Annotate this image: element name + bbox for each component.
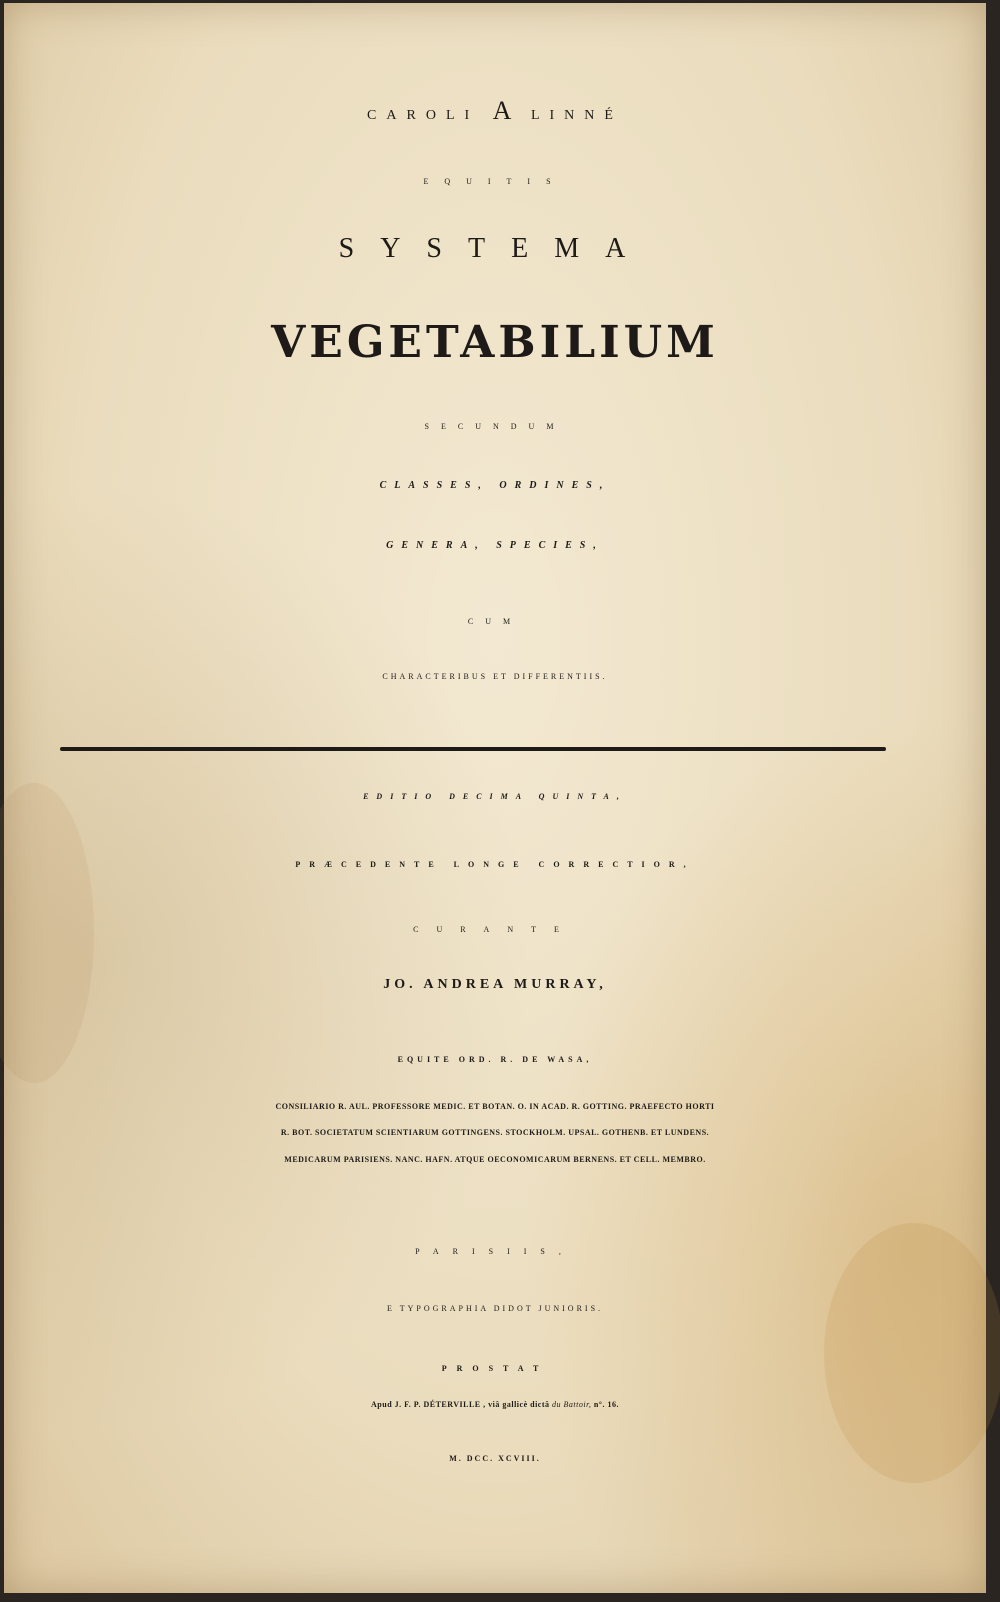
characteribus-line: CHARACTERIBUS ET DIFFERENTIIS.: [382, 672, 608, 681]
genera-line: GENERA, SPECIES,: [386, 540, 604, 551]
seller-street: du Battoir,: [552, 1400, 592, 1409]
editor-credentials-2: R. BOT. SOCIETATUM SCIENTIARUM GOTTINGENS. STOCKHOLM. UPSAL. GOTHENB. ET LUNDENS.: [280, 1128, 710, 1137]
title-systema: SYSTEMA: [338, 233, 652, 264]
imprint-printer: E TYPOGRAPHIA DIDOT JUNIORIS.: [386, 1304, 604, 1313]
title-page: [4, 3, 986, 1593]
editor-order: EQUITE ORD. R. DE WASA,: [397, 1055, 593, 1064]
equitis-line: EQUITIS: [423, 177, 567, 186]
imprint-place: PARISIIS,: [415, 1247, 575, 1256]
classes-line: CLASSES, ORDINES,: [379, 480, 611, 491]
seller-number: n°. 16.: [593, 1400, 619, 1409]
author-last: LINNÉ: [530, 108, 623, 123]
author-name: [4, 98, 986, 124]
secundum-line: SECUNDUM: [424, 422, 566, 431]
foxing-stain: [824, 1223, 1000, 1483]
edition-line: EDITIO DECIMA QUINTA,: [363, 792, 627, 801]
prostat-line: PROSTAT: [441, 1364, 549, 1373]
editor-credentials-1: CONSILIARIO R. AUL. PROFESSORE MEDIC. ET BOTAN. O. IN ACAD. R. GOTTING. PRAEFECTO HORTI: [275, 1102, 715, 1111]
seller-prefix: Apud J. F. P. DÉTERVILLE , viâ gallicè dictâ: [371, 1400, 550, 1409]
curante-line: CURANTE: [413, 925, 577, 934]
praecedente-line: PRÆCEDENTE LONGE CORRECTIOR,: [295, 860, 695, 869]
title-vegetabilium: VEGETABILIUM: [271, 317, 719, 368]
cum-line: CUM: [467, 617, 523, 626]
imprint-year: M. DCC. XCVIII.: [449, 1454, 541, 1463]
seller-line: [4, 1401, 986, 1409]
editor-credentials-3: MEDICARUM PARISIENS. NANC. HAFN. ATQUE OECONOMICARUM BERNENS. ET CELL. MEMBRO.: [284, 1155, 706, 1164]
author-first: CAROLI: [367, 108, 480, 123]
divider-rule: [60, 747, 886, 751]
editor-name: JO. ANDREA MURRAY,: [383, 977, 607, 992]
author-particle: A: [492, 96, 518, 125]
